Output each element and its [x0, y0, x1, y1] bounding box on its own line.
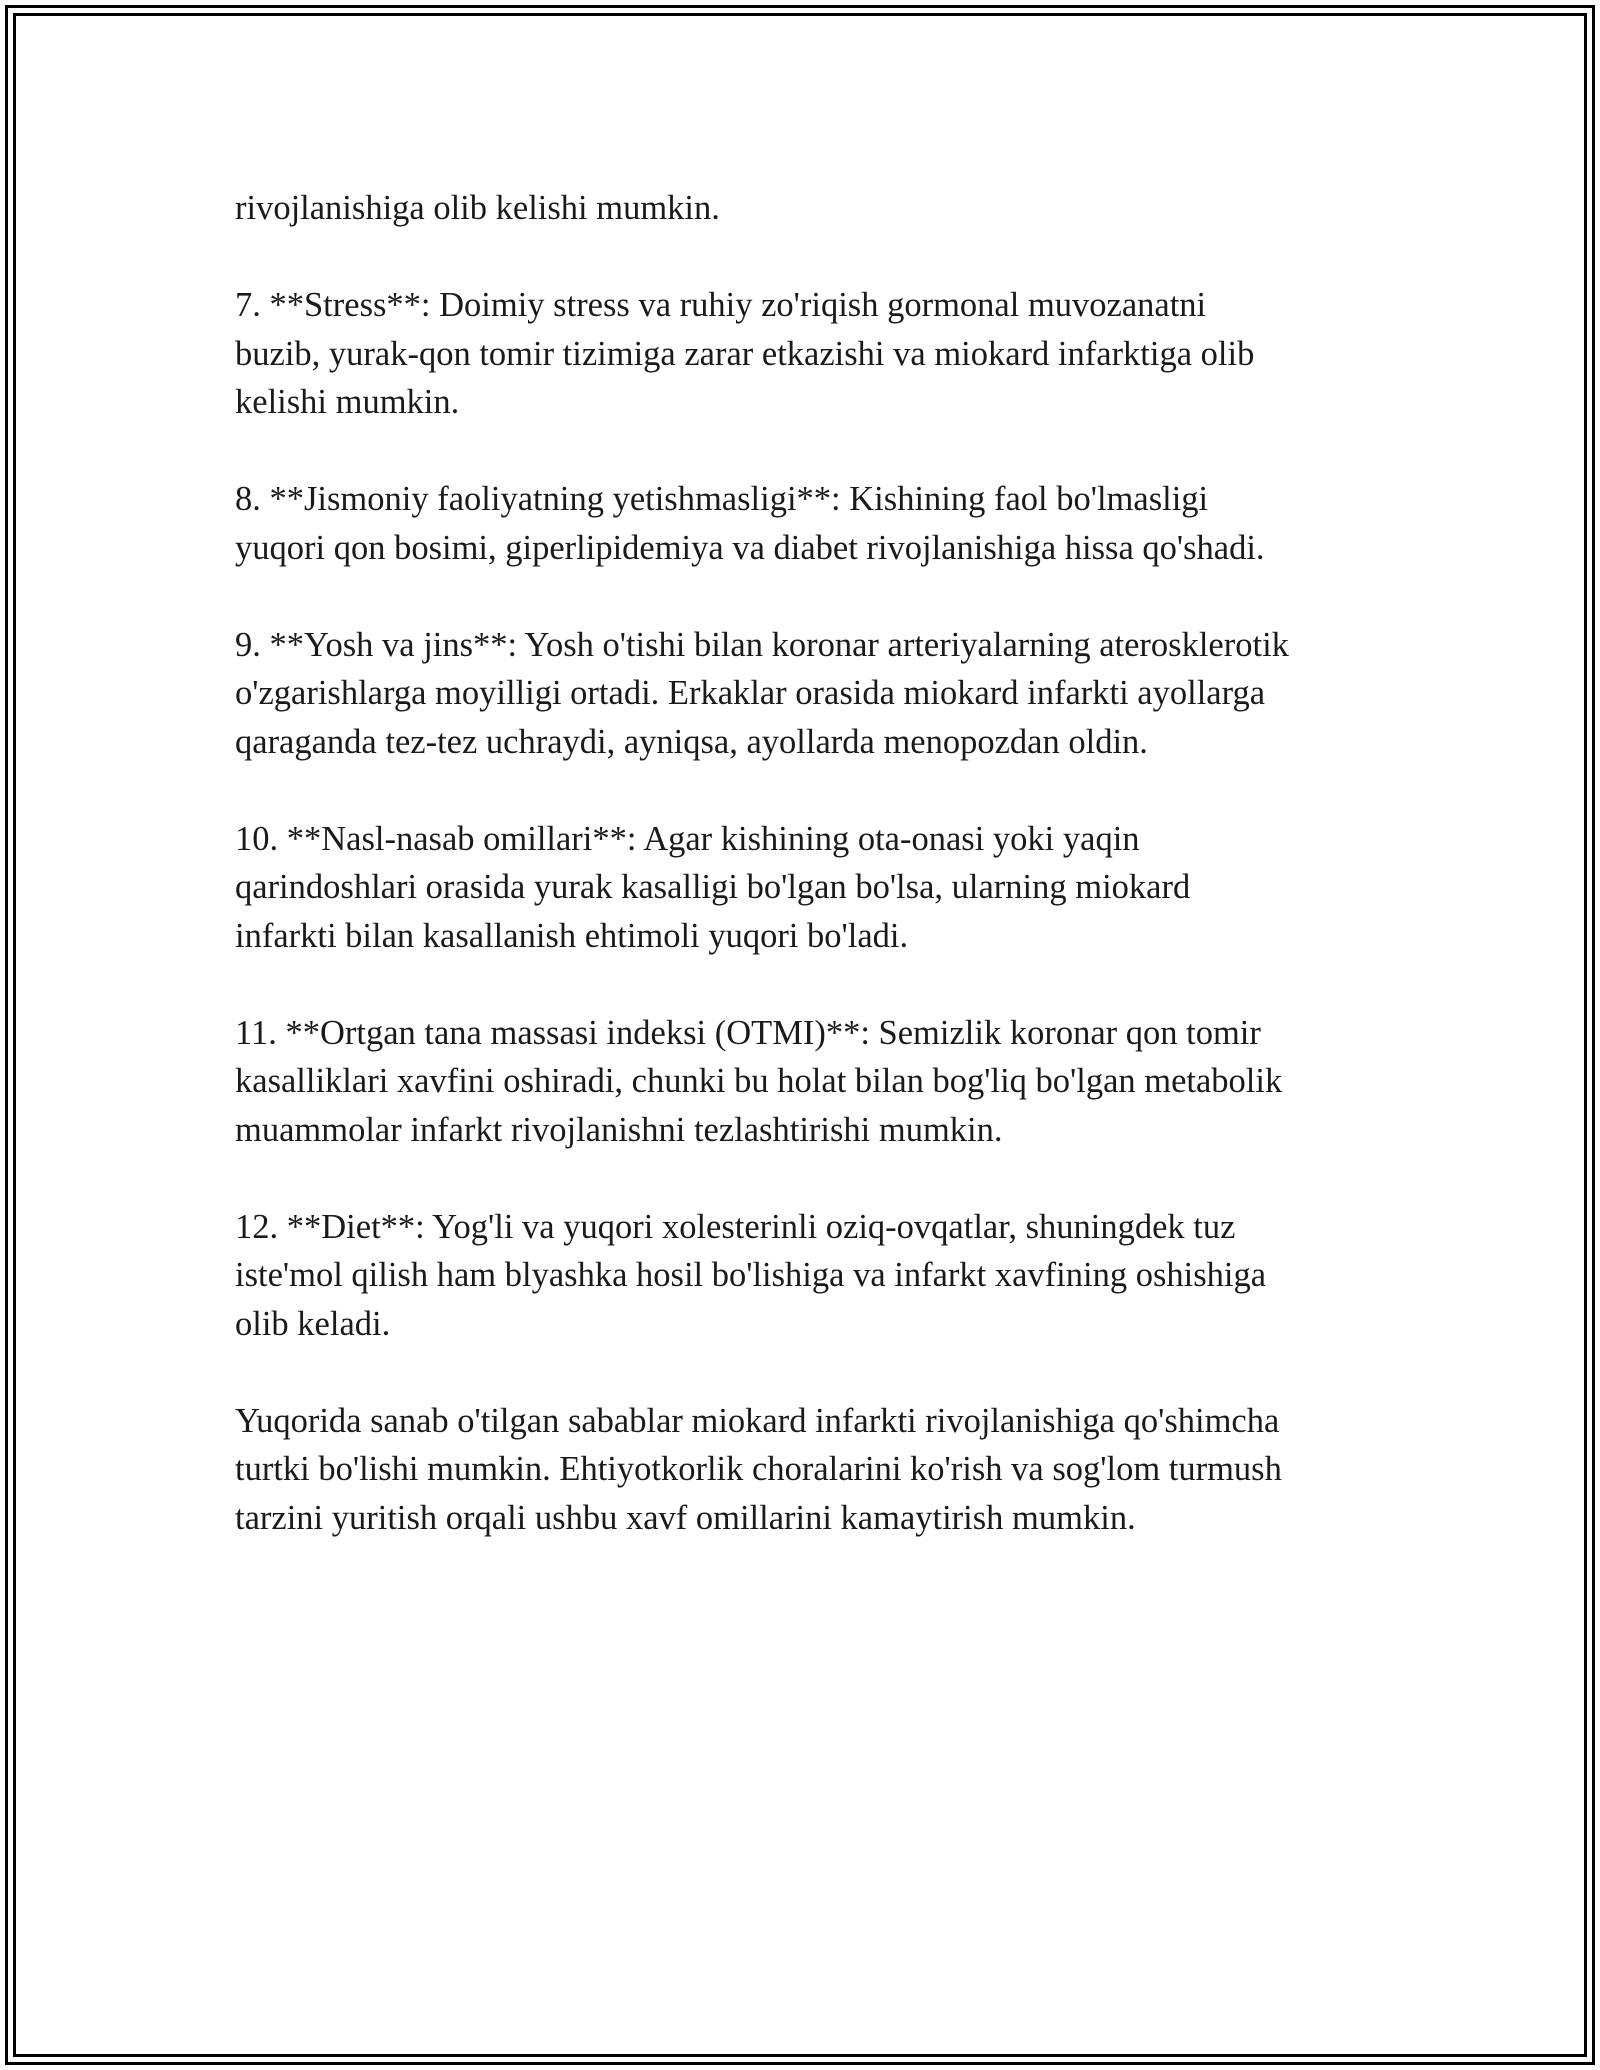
paragraph-item-11-bmi: 11. **Ortgan tana massasi indeksi (OTMI)**: Semizlik koronar qon tomir kasalliklari xavfini oshiradi, chunki bu holat bilan bog'liq bo'lgan metabolik muammolar infarkt rivojlanishni tezlashtirishi mumkin. — [235, 1013, 1283, 1149]
document-body — [235, 184, 1385, 1591]
paragraph-item-8-physical-inactivity: 8. **Jismoniy faoliyatning yetishmasligi**: Kishining faol bo'lmasligi yuqori qon bosimi, giperlipidemiya va diabet rivojlanishiga hissa qo'shadi. — [235, 480, 1265, 567]
paragraph-continuation: rivojlanishiga olib kelishi mumkin. — [235, 189, 720, 227]
paragraph-item-9-age-sex: 9. **Yosh va jins**: Yosh o'tishi bilan koronar arteriyalarning aterosklerotik o'zgarishlarga moyilligi ortadi. Erkaklar orasida miokard infarkti ayollarga qaraganda tez-tez uchraydi, ayniqsa, ayollarda menopozdan oldin. — [235, 625, 1289, 761]
paragraph-conclusion: Yuqorida sanab o'tilgan sabablar miokard infarkti rivojlanishiga qo'shimcha turtki bo'lishi mumkin. Ehtiyotkorlik choralarini ko'rish va sog'lom turmush tarzini yuritish orqali ushbu xavf omillarini kamaytirish mumkin. — [235, 1401, 1282, 1537]
paragraph-item-12-diet: 12. **Diet**: Yog'li va yuqori xolesterinli oziq-ovqatlar, shuningdek tuz iste'mol qilish ham blyashka hosil bo'lishiga va infarkt xavfining oshishiga olib keladi. — [235, 1207, 1267, 1343]
paragraph-item-7-stress: 7. **Stress**: Doimiy stress va ruhiy zo'riqish gormonal muvozanatni buzib, yurak-qon tomir tizimiga zarar etkazishi va miokard infarktiga olib kelishi mumkin. — [235, 286, 1255, 421]
paragraph-item-10-heredity: 10. **Nasl-nasab omillari**: Agar kishining ota-onasi yoki yaqin qarindoshlari orasida yurak kasalligi bo'lgan bo'lsa, ularning miokard infarkti bilan kasallanish ehtimoli yuqori bo'ladi. — [235, 819, 1191, 955]
